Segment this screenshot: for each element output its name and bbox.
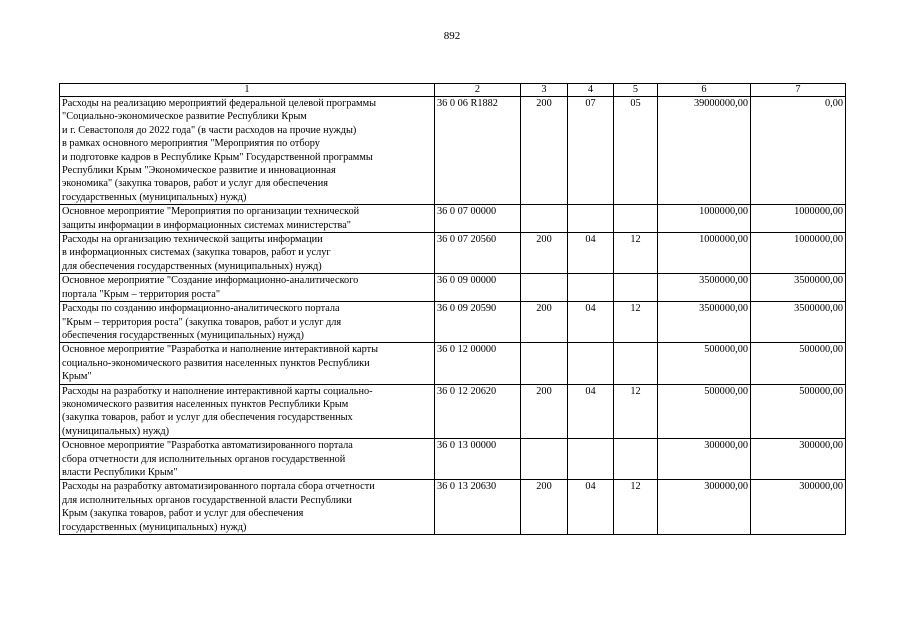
expense-name: Расходы на реализацию мероприятий федеральной целевой программы "Социально-экономическое развитие Республики Крым и г. Севастополя до 2022 года" (в части расходов на прочие нужды) в рамках основного мероприятия "Мероприятия по отбору и подготовке кадров в Республике Крым" Государственной программы Республики Крым "Экономическое развитие и инновационная экономика" (закупка товаров, работ и услуг для обеспечения государственных (муниципальных) нужд) bbox=[60, 97, 435, 205]
expense-type: 200 bbox=[521, 97, 568, 205]
amount-col-7: 300000,00 bbox=[751, 480, 846, 535]
amount-col-7: 3500000,00 bbox=[751, 274, 846, 302]
column-header: 4 bbox=[568, 84, 614, 97]
table-row bbox=[60, 205, 846, 233]
table-row bbox=[60, 439, 846, 480]
expense-type bbox=[521, 274, 568, 302]
target-code: 36 0 09 20590 bbox=[435, 302, 521, 343]
page-number: 892 bbox=[443, 30, 461, 42]
table-row bbox=[60, 274, 846, 302]
amount-col-6: 3500000,00 bbox=[658, 274, 751, 302]
amount-col-6: 39000000,00 bbox=[658, 97, 751, 205]
target-code: 36 0 07 20560 bbox=[435, 233, 521, 274]
target-code: 36 0 09 00000 bbox=[435, 274, 521, 302]
expense-name: Расходы по созданию информационно-аналитического портала "Крым – территория роста" (закупка товаров, работ и услуг для обеспечения государственных (муниципальных) нужд) bbox=[60, 302, 435, 343]
expense-name: Основное мероприятие "Мероприятия по организации технической защиты информации в информационных системах министерства" bbox=[60, 205, 435, 233]
table-row bbox=[60, 343, 846, 384]
target-code: 36 0 12 20620 bbox=[435, 384, 521, 439]
column-header: 3 bbox=[521, 84, 568, 97]
subsection-code: 05 bbox=[614, 97, 658, 205]
column-header: 6 bbox=[658, 84, 751, 97]
subsection-code bbox=[614, 343, 658, 384]
section-code bbox=[568, 205, 614, 233]
amount-col-6: 500000,00 bbox=[658, 384, 751, 439]
subsection-code: 12 bbox=[614, 233, 658, 274]
section-code: 07 bbox=[568, 97, 614, 205]
expense-type bbox=[521, 205, 568, 233]
expense-name: Основное мероприятие "Создание информационно-аналитического портала "Крым – территория роста" bbox=[60, 274, 435, 302]
section-code: 04 bbox=[568, 302, 614, 343]
amount-col-6: 500000,00 bbox=[658, 343, 751, 384]
amount-col-6: 300000,00 bbox=[658, 439, 751, 480]
section-code bbox=[568, 274, 614, 302]
subsection-code: 12 bbox=[614, 480, 658, 535]
target-code: 36 0 07 00000 bbox=[435, 205, 521, 233]
expense-type bbox=[521, 343, 568, 384]
subsection-code bbox=[614, 274, 658, 302]
subsection-code bbox=[614, 205, 658, 233]
section-code bbox=[568, 343, 614, 384]
target-code: 36 0 12 00000 bbox=[435, 343, 521, 384]
expense-type: 200 bbox=[521, 302, 568, 343]
section-code: 04 bbox=[568, 233, 614, 274]
subsection-code: 12 bbox=[614, 302, 658, 343]
expense-name: Расходы на разработку и наполнение интерактивной карты социально- экономического развития населенных пунктов Республики Крым (закупка товаров, работ и услуг для обеспечения государственных (муниципальных) нужд) bbox=[60, 384, 435, 439]
section-code: 04 bbox=[568, 480, 614, 535]
expense-type: 200 bbox=[521, 384, 568, 439]
expense-type: 200 bbox=[521, 480, 568, 535]
amount-col-6: 3500000,00 bbox=[658, 302, 751, 343]
column-header: 7 bbox=[751, 84, 846, 97]
expense-name: Расходы на организацию технической защиты информации в информационных системах (закупка товаров, работ и услуг для обеспечения государственных (муниципальных) нужд) bbox=[60, 233, 435, 274]
column-number-row bbox=[60, 84, 846, 97]
column-header: 5 bbox=[614, 84, 658, 97]
amount-col-6: 1000000,00 bbox=[658, 205, 751, 233]
target-code: 36 0 13 00000 bbox=[435, 439, 521, 480]
subsection-code bbox=[614, 439, 658, 480]
amount-col-7: 0,00 bbox=[751, 97, 846, 205]
target-code: 36 0 06 R1882 bbox=[435, 97, 521, 205]
expense-name: Основное мероприятие "Разработка автоматизированного портала сбора отчетности для исполнительных органов государственной власти Республики Крым" bbox=[60, 439, 435, 480]
amount-col-7: 500000,00 bbox=[751, 343, 846, 384]
table-row bbox=[60, 384, 846, 439]
amount-col-7: 1000000,00 bbox=[751, 205, 846, 233]
amount-col-6: 300000,00 bbox=[658, 480, 751, 535]
amount-col-6: 1000000,00 bbox=[658, 233, 751, 274]
expense-type: 200 bbox=[521, 233, 568, 274]
amount-col-7: 500000,00 bbox=[751, 384, 846, 439]
table-row bbox=[60, 480, 846, 535]
budget-table bbox=[59, 83, 846, 535]
table-row bbox=[60, 302, 846, 343]
table-row bbox=[60, 233, 846, 274]
section-code bbox=[568, 439, 614, 480]
target-code: 36 0 13 20630 bbox=[435, 480, 521, 535]
table-row bbox=[60, 97, 846, 205]
expense-name: Основное мероприятие "Разработка и наполнение интерактивной карты социально-экономического развития населенных пунктов Республики Крым" bbox=[60, 343, 435, 384]
amount-col-7: 300000,00 bbox=[751, 439, 846, 480]
expense-name: Расходы на разработку автоматизированного портала сбора отчетности для исполнительных органов государственной власти Республики Крым (закупка товаров, работ и услуг для обеспечения государственных (муниципальных) нужд) bbox=[60, 480, 435, 535]
subsection-code: 12 bbox=[614, 384, 658, 439]
column-header: 2 bbox=[435, 84, 521, 97]
amount-col-7: 1000000,00 bbox=[751, 233, 846, 274]
column-header: 1 bbox=[60, 84, 435, 97]
amount-col-7: 3500000,00 bbox=[751, 302, 846, 343]
expense-type bbox=[521, 439, 568, 480]
section-code: 04 bbox=[568, 384, 614, 439]
